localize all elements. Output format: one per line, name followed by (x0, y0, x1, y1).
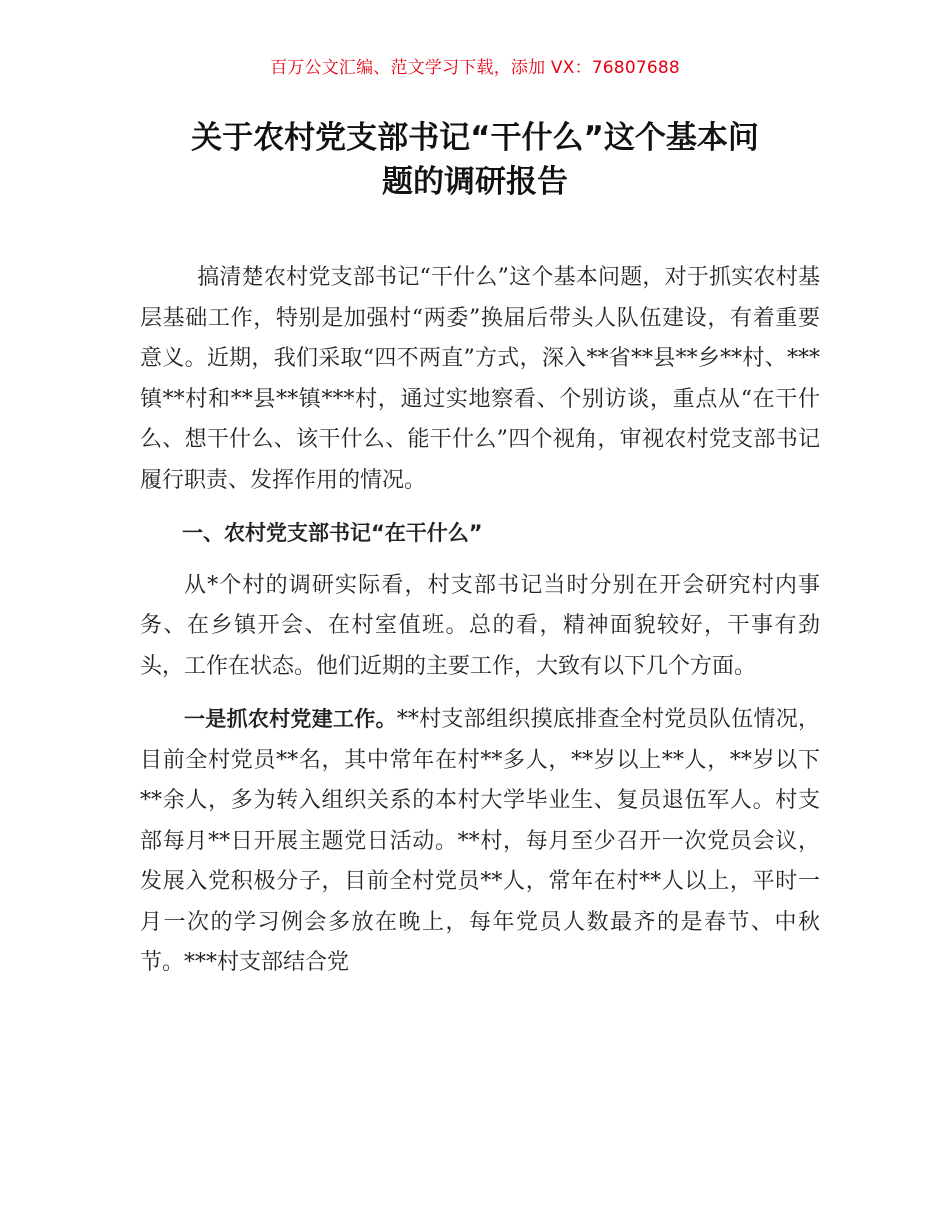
document-title (100, 116, 850, 204)
section-1-paragraph: 从*个村的调研实际看，村支部书记当时分别在开会研究村内事务、在乡镇开会、在村室值班。总的看，精神面貌较好，干事有劲头，工作在状态。他们近期的主要工作，大致有以下几个方面。 (140, 572, 820, 679)
watermark-banner: 百万公文汇编、范文学习下载，添加 VX：76807688 (270, 58, 680, 78)
point-1-lead: 一是抓农村党建工作。 (184, 707, 397, 731)
point-1-text: **村支部组织摸底排查全村党员队伍情况，目前全村党员**名，其中常年在村**多人，**岁以上**人，**岁以下**余人，多为转入组织关系的本村大学毕业生、复员退伍军人。村支部每月**日开展主题党日活动。**村，每月至少召开一次党员会议，发展入党积极分子，目前全村党员**人，常年在村**人以上，平时一月一次的学习例会多放在晚上，每年党员人数最齐的是春节、中秋节。***村支部结合党 (140, 707, 820, 975)
intro-paragraph: 搞清楚农村党支部书记“干什么”这个基本问题，对于抓实农村基层基础工作，特别是加强村“两委”换届后带头人队伍建设，有着重要意义。近期，我们采取“四不两直”方式，深入**省**县**乡**村、***镇**村和**县**镇***村，通过实地察看、个别访谈，重点从“在干什么、想干什么、该干什么、能干什么”四个视角，审视农村党支部书记履行职责、发挥作用的情况。 (140, 265, 820, 493)
section-1-heading: 一、农村党支部书记“在干什么” (182, 521, 483, 545)
point-1-paragraph (140, 699, 820, 984)
document-body (140, 258, 820, 996)
title-line-1: 关于农村党支部书记“干什么”这个基本问 (191, 120, 759, 156)
title-line-2: 题的调研报告 (382, 164, 568, 200)
